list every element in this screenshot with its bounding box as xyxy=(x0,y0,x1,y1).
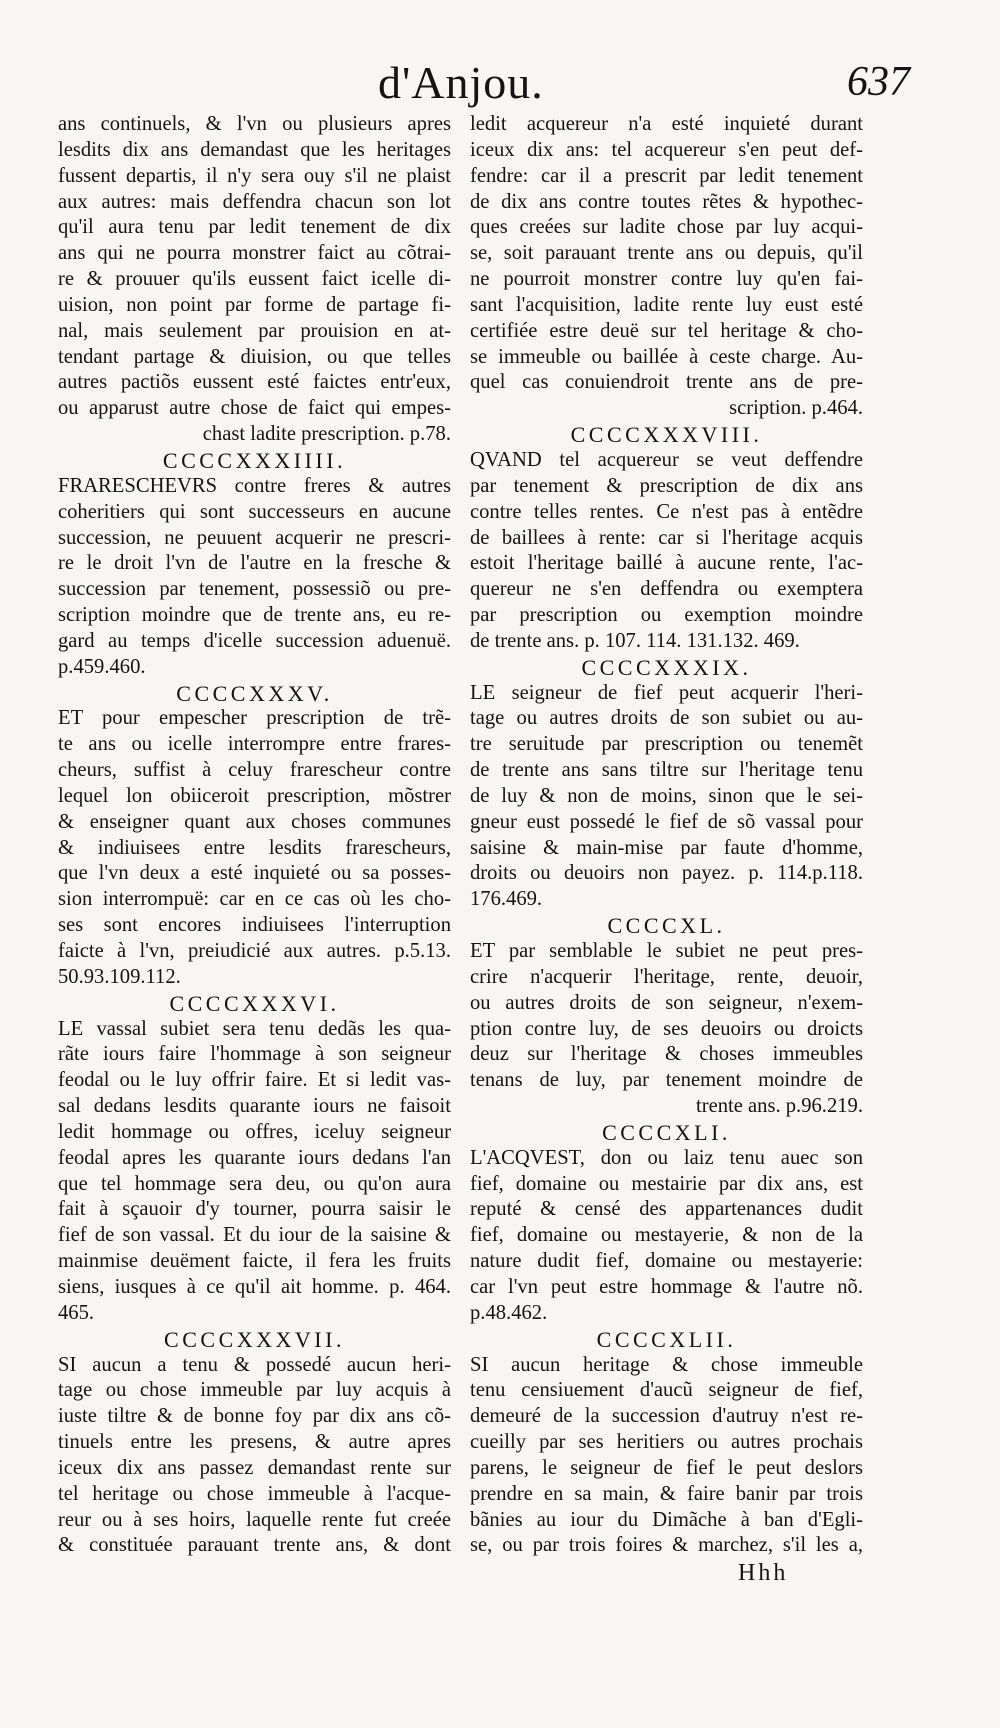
text-line: crire n'acquerir l'heritage, rente, deuoir, xyxy=(470,965,863,988)
text-line: par tenement & prescription de dix ans xyxy=(470,474,863,497)
text-line: reur ou à ses hoirs, laquelle rente fut creée xyxy=(58,1508,451,1531)
text-line: ne pourroit monstrer contre luy qu'en fai- xyxy=(470,268,863,291)
text-line: ou apparust autre chose de faict qui empes- xyxy=(58,397,451,420)
text-line: SI aucun a tenu & possedé aucun heri- xyxy=(58,1353,451,1376)
text-line: gard au temps d'icelle succession aduenuë. xyxy=(58,629,451,652)
article-number-heading: CCCCXLII. xyxy=(596,1326,737,1352)
text-line: trente ans. p.96.219. xyxy=(695,1095,863,1118)
text-line: tenans de luy, par tenement moindre de xyxy=(470,1069,863,1092)
text-line: contre telles rentes. Ce n'est pas à entẽdre xyxy=(470,500,863,523)
text-line: tenu censiuement d'aucũ seigneur de fief, xyxy=(470,1379,863,1402)
text-line: iceux dix ans passez demandast rente sur xyxy=(58,1456,451,1479)
text-line: te ans ou icelle interrompre entre frares- xyxy=(58,733,451,756)
left-text-column xyxy=(58,112,451,1559)
text-line: de dix ans contre toutes rẽtes & hypothec- xyxy=(470,190,863,213)
text-line: deuz sur l'heritage & choses immeubles xyxy=(470,1043,863,1066)
text-line: tel heritage ou chose immeuble à l'acque- xyxy=(58,1482,451,1505)
article-number-heading: CCCCXXXIX. xyxy=(581,654,752,680)
text-line: fait à sçauoir d'y tourner, pourra saisir le xyxy=(58,1198,451,1221)
text-line: LE seigneur de fief peut acquerir l'heri- xyxy=(470,681,863,704)
text-line: siens, iusques à ce qu'il ait homme. p. 464. xyxy=(58,1275,451,1298)
text-line: p.459.460. xyxy=(58,655,146,678)
text-line: reputé & censé des appartenances dudit xyxy=(470,1198,863,1221)
text-line: LE vassal subiet sera tenu dedãs les qua- xyxy=(58,1017,451,1040)
text-line: tendant partage & diuision, ou que telles xyxy=(58,345,451,368)
text-line: scription. p.464. xyxy=(729,397,863,420)
text-line: ET pour empescher prescription de trẽ- xyxy=(58,707,451,730)
text-line: autres pactiõs eussent esté faictes entr'eux, xyxy=(58,371,451,394)
text-line: bãnies au iour du Dimãche à ban d'Egli- xyxy=(470,1508,863,1531)
text-line: sant l'acquisition, ladite rente luy eust esté xyxy=(470,293,863,316)
text-line: se, soit parauant trente ans ou depuis, qu'il xyxy=(470,242,863,265)
article-number-heading: CCCCXXXV. xyxy=(176,680,333,706)
text-line: de trente ans. p. 107. 114. 131.132. 469. xyxy=(470,629,800,652)
text-line: se immeuble ou baillée à ceste charge. Au- xyxy=(470,345,863,368)
text-line: L'ACQVEST, don ou laiz tenu auec son xyxy=(470,1146,863,1169)
text-line: cheurs, suffist à celuy frarescheur contre xyxy=(58,759,451,782)
text-line: & indiuisees entre lesdits frarescheurs, xyxy=(58,836,451,859)
article-number-heading: CCCCXL. xyxy=(607,913,726,939)
text-line: ET par semblable le subiet ne peut pres- xyxy=(470,940,863,962)
text-line: lequel lon obiiceroit prescription, mõstrer xyxy=(58,784,451,807)
text-line: par prescription ou exemption moindre xyxy=(470,604,863,627)
text-line: 50.93.109.112. xyxy=(58,965,181,988)
text-line: faicte à l'vn, preiudicié aux autres. p.5.13. xyxy=(58,940,451,962)
text-line: ledit acquereur n'a esté inquieté durant xyxy=(470,113,863,135)
text-line: QVAND tel acquereur se veut deffendre xyxy=(470,448,863,471)
text-line: rãte iours faire l'hommage à son seigneur xyxy=(58,1043,451,1066)
text-line: saisine & main-mise par faute d'homme, xyxy=(470,836,863,859)
text-line: fief, domaine ou mestayerie, & non de la xyxy=(470,1224,863,1247)
article-number-heading: CCCCXLI. xyxy=(602,1119,731,1145)
text-line: se, ou par trois foires & marchez, s'il les a, xyxy=(470,1534,863,1557)
text-line: de baillees à rente: car si l'heritage acquis xyxy=(470,526,863,549)
text-line: ses sont encores indiuisees l'interruption xyxy=(58,914,451,937)
article-number-heading: CCCCXXXVIII. xyxy=(570,422,763,448)
right-text-column xyxy=(470,112,863,1559)
text-line: sion interrompuë: car en ce cas où les cho- xyxy=(58,888,451,911)
text-line: droits ou deuoirs non payez. p. 114.p.118. xyxy=(470,862,863,885)
article-number-heading: CCCCXXXVII. xyxy=(164,1326,345,1352)
text-line: que l'vn deux a esté inquieté ou sa posses- xyxy=(58,862,451,885)
text-line: tinuels entre les presens, & autre apres xyxy=(58,1431,451,1454)
text-line: tre seruitude par prescription ou tenemẽt xyxy=(470,733,863,756)
text-line: qu'il aura tenu par ledit tenement de dix xyxy=(58,216,451,239)
text-line: car l'vn peut estre hommage & l'autre nõ. xyxy=(470,1275,863,1298)
text-line: ou autres droits de son seigneur, n'exem- xyxy=(470,991,863,1014)
text-line: demeuré de la succession d'autruy n'est re- xyxy=(470,1405,863,1428)
text-line: fussent departis, il n'y sera ouy s'il ne plaist xyxy=(58,164,451,187)
text-line: estoit l'heritage baillé à aucune rente, l'ac- xyxy=(470,552,863,575)
article-number-heading: CCCCXXXIIII. xyxy=(162,447,347,473)
text-line: coheritiers qui sont successeurs en aucune xyxy=(58,500,451,523)
text-line: que tel hommage sera deu, ou qu'on aura xyxy=(58,1172,451,1195)
text-line: ption contre luy, de ses deuoirs ou droicts xyxy=(470,1017,863,1040)
text-line: re le droit l'vn de l'autre en la fresche & xyxy=(58,552,451,575)
text-line: & constituée parauant trente ans, & dont xyxy=(58,1534,451,1557)
text-line: mainmise deuëment faicte, il fera les fruits xyxy=(58,1250,451,1273)
text-line: nature dudit fief, domaine ou mestayerie: xyxy=(470,1250,863,1273)
text-line: de luy & non de moins, sinon que le sei- xyxy=(470,784,863,807)
text-line: iceux dix ans: tel acquereur s'en peut def- xyxy=(470,138,863,161)
text-line: prendre en sa main, & faire banir par trois xyxy=(470,1482,863,1505)
text-line: chast ladite prescription. p.78. xyxy=(202,423,451,446)
text-line: 176.469. xyxy=(470,888,543,911)
signature-mark: Hhh xyxy=(738,1560,789,1586)
running-title: d'Anjou. xyxy=(378,57,544,108)
text-line: fief, domaine ou mestairie par dix ans, est xyxy=(470,1172,863,1195)
text-line: ques creées sur ladite chose par luy acqui- xyxy=(470,216,863,239)
page-number: 637 xyxy=(847,59,910,105)
text-line: certifiée estre deuë sur tel heritage & cho- xyxy=(470,319,863,342)
text-line: quel cas conuiendroit trente ans de pre- xyxy=(470,371,863,394)
page-header xyxy=(0,52,1000,112)
text-line: ledit hommage ou offres, iceluy seigneur xyxy=(58,1120,451,1143)
text-line: de trente ans sans tiltre sur l'heritage tenu xyxy=(470,759,863,782)
text-line: gneur eust possedé le fief de sõ vassal pour xyxy=(470,810,863,833)
text-line: 465. xyxy=(58,1301,95,1324)
text-line: uision, non point par forme de partage fi- xyxy=(58,293,451,316)
text-line: scription moindre que de trente ans, eu re- xyxy=(58,604,451,627)
text-line: FRARESCHEVRS contre freres & autres xyxy=(58,474,451,497)
text-line: iuste tiltre & de bonne foy par dix ans cõ- xyxy=(58,1405,451,1428)
text-line: lesdits dix ans demandast que les heritages xyxy=(58,138,451,161)
text-line: ans continuels, & l'vn ou plusieurs apres xyxy=(58,113,451,135)
text-line: fendre: car il a prescrit par ledit tenement xyxy=(470,164,863,187)
text-line: succession, ne peuuent acquerir ne prescri- xyxy=(58,526,451,549)
text-line: feodal ou le luy offrir faire. Et si ledit vas- xyxy=(58,1069,451,1092)
text-line: feodal apres les quarante iours dedans l'an xyxy=(58,1146,451,1169)
text-line: quereur ne s'en deffendra ou exemptera xyxy=(470,578,863,601)
text-line: & enseigner quant aux choses communes xyxy=(58,810,451,833)
text-line: aux autres: mais deffendra chacun son lot xyxy=(58,190,451,213)
text-line: nal, mais seulement par prouision en at- xyxy=(58,319,451,342)
text-line: ans qui ne pourra monstrer faict au cõtrai- xyxy=(58,242,451,265)
text-line: cueilly par ses heritiers ou autres prochais xyxy=(470,1431,863,1454)
text-line: p.48.462. xyxy=(470,1301,548,1324)
text-line: re & prouuer qu'ils eussent faict icelle di- xyxy=(58,268,451,291)
text-line: SI aucun heritage & chose immeuble xyxy=(470,1353,863,1376)
text-line: fief de son vassal. Et du iour de la saisine & xyxy=(58,1224,451,1247)
text-line: sal dedans lesdits quarante iours ne faisoit xyxy=(58,1095,451,1118)
text-line: succession par tenement, possessiõ ou pre- xyxy=(58,578,451,601)
text-line: tage ou chose immeuble par luy acquis à xyxy=(58,1379,451,1402)
text-line: tage ou autres droits de son subiet ou au- xyxy=(470,707,863,730)
text-line: parens, le seigneur de fief le peut deslors xyxy=(470,1456,863,1479)
article-number-heading: CCCCXXXVI. xyxy=(169,990,340,1016)
